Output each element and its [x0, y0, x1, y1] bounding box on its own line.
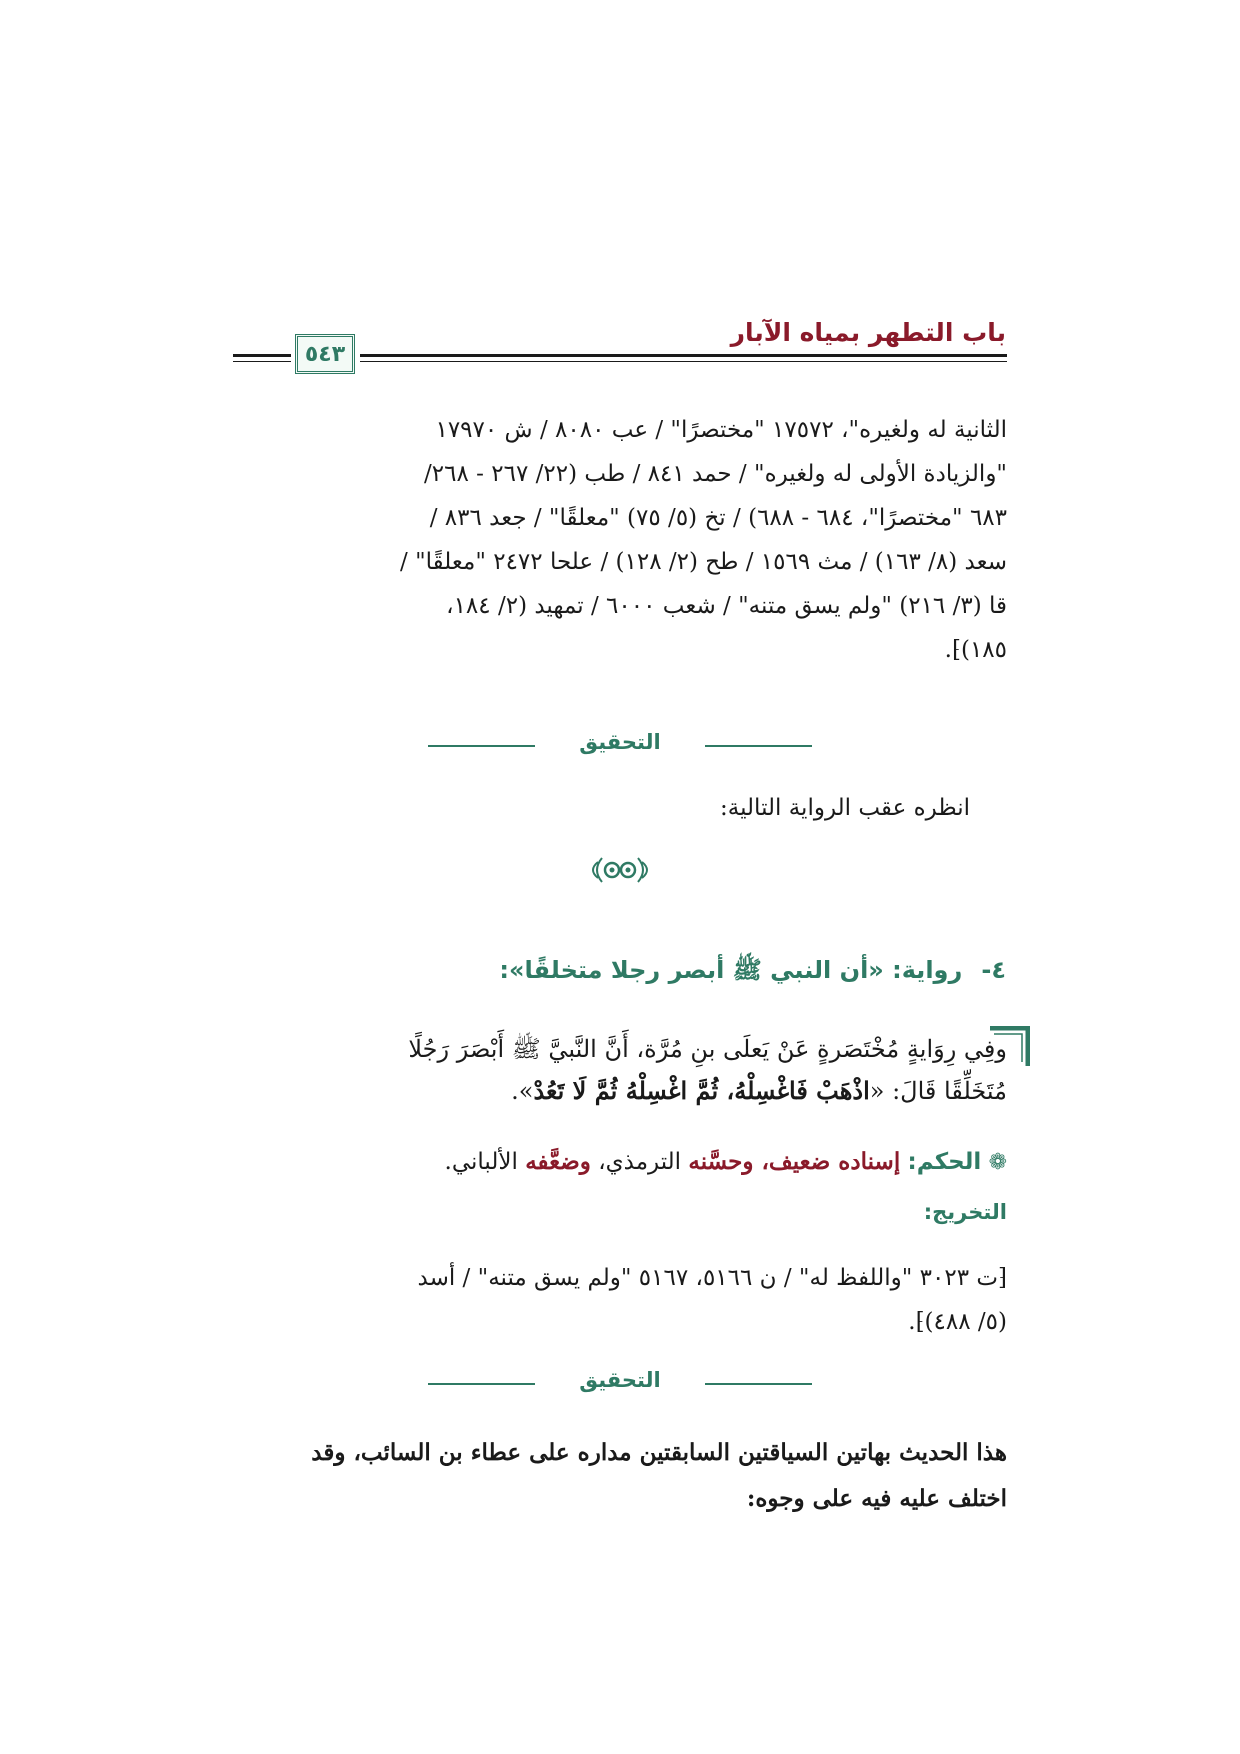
flower-bullet-icon: ❁ [988, 1150, 1007, 1175]
ruling-weakened: وضعَّفه [525, 1148, 591, 1175]
ruling-scholar-1: الترمذي، [590, 1149, 689, 1175]
running-header-title: باب التطهر بمياه الآبار [730, 318, 1006, 347]
tahqiq-label: التحقيق [535, 730, 704, 754]
text-line: ١٨٥)⁆. [944, 637, 1007, 663]
text-line: ٦٨٣ "مختصرًا"، ٦٨٤ - ٦٨٨) / تخ (٥/ ٧٥) "معلقًا" / جعد ٨٣٦ / [429, 505, 1007, 531]
hadith-quote: اذْهَبْ فَاغْسِلْهُ، ثُمَّ اغْسِلْهُ ثُمَّ لَا تَعُدْ [533, 1076, 870, 1105]
text-line: (٥/ ٤٨٨)⁆. [908, 1309, 1007, 1335]
takhrij-references [231, 1256, 1007, 1344]
header-rule-top [360, 354, 1007, 357]
ruling-grade: إسناده ضعيف، وحسَّنه [688, 1148, 901, 1175]
fleuron-ornament-icon [580, 852, 660, 888]
tahqiq-divider [428, 730, 812, 760]
header-rule-left-top [233, 354, 291, 357]
ruling-label: الحكم: [907, 1149, 982, 1175]
header-rule-bottom [360, 361, 1007, 362]
hadith-end: ». [511, 1077, 534, 1105]
header-rule-left-bottom [233, 361, 291, 362]
page-number-badge [295, 334, 355, 374]
text-line: سعد (٨/ ١٦٣) / مث ١٥٦٩ / طح (٢/ ١٢٨) / علحا ٢٤٧٢ "معلقًا" / [400, 549, 1007, 575]
takhrij-heading [231, 1200, 1007, 1224]
text-line: اختلف عليه فيه على وجوه: [746, 1485, 1007, 1512]
text-line: انظره عقب الرواية التالية: [720, 795, 970, 821]
hadith-text [231, 1028, 1007, 1112]
takhrij-label: التخريج: [923, 1200, 1007, 1224]
hadith-intro: مُتَخَلِّقًا قَالَ: « [869, 1077, 1007, 1105]
tahqiq-label: التحقيق [535, 1368, 704, 1392]
section-heading [230, 955, 1006, 990]
page-number: ٥٤٣ [304, 341, 346, 367]
text-line: هذا الحديث بهاتين السياقتين السابقتين مداره على عطاء بن السائب، وقد [311, 1439, 1007, 1466]
text-line: وفِي رِوَايةٍ مُخْتَصَرةٍ عَنْ يَعلَى بنِ مُرَّة، أَنَّ النَّبيَّ ﷺ أَبْصَرَ رَجُلًا [408, 1035, 1007, 1063]
text-line: الثانية له ولغيره"، ١٧٥٧٢ "مختصرًا" / عب ٨٠٨٠ / ش ١٧٩٧٠ [435, 417, 1007, 443]
section-title: رواية: «أن النبي ﷺ أبصر رجلا متخلقًا»: [499, 956, 963, 984]
text-line: ⁅ت ٣٠٢٣ "واللفظ له" / ن ٥١٦٦، ٥١٦٧ "ولم يسق متنه" / أسد [417, 1265, 1007, 1291]
tahqiq-note [270, 786, 970, 830]
takhrij-continuation [231, 408, 1007, 672]
ruling [231, 1140, 1007, 1185]
text-line: "والزيادة الأولى له ولغيره" / حمد ٨٤١ / طب (٢٢/ ٢٦٧ - ٢٦٨/ [424, 461, 1007, 487]
tahqiq-divider [428, 1368, 812, 1398]
section-number: ٤- [981, 956, 1006, 984]
text-line [231, 1070, 1007, 1112]
tahqiq-discussion [231, 1430, 1007, 1522]
ruling-scholar-2: الألباني. [444, 1149, 526, 1175]
text-line: قا (٣/ ٢١٦) "ولم يسق متنه" / شعب ٦٠٠٠ / تمهيد (٢/ ١٨٤، [446, 593, 1007, 619]
